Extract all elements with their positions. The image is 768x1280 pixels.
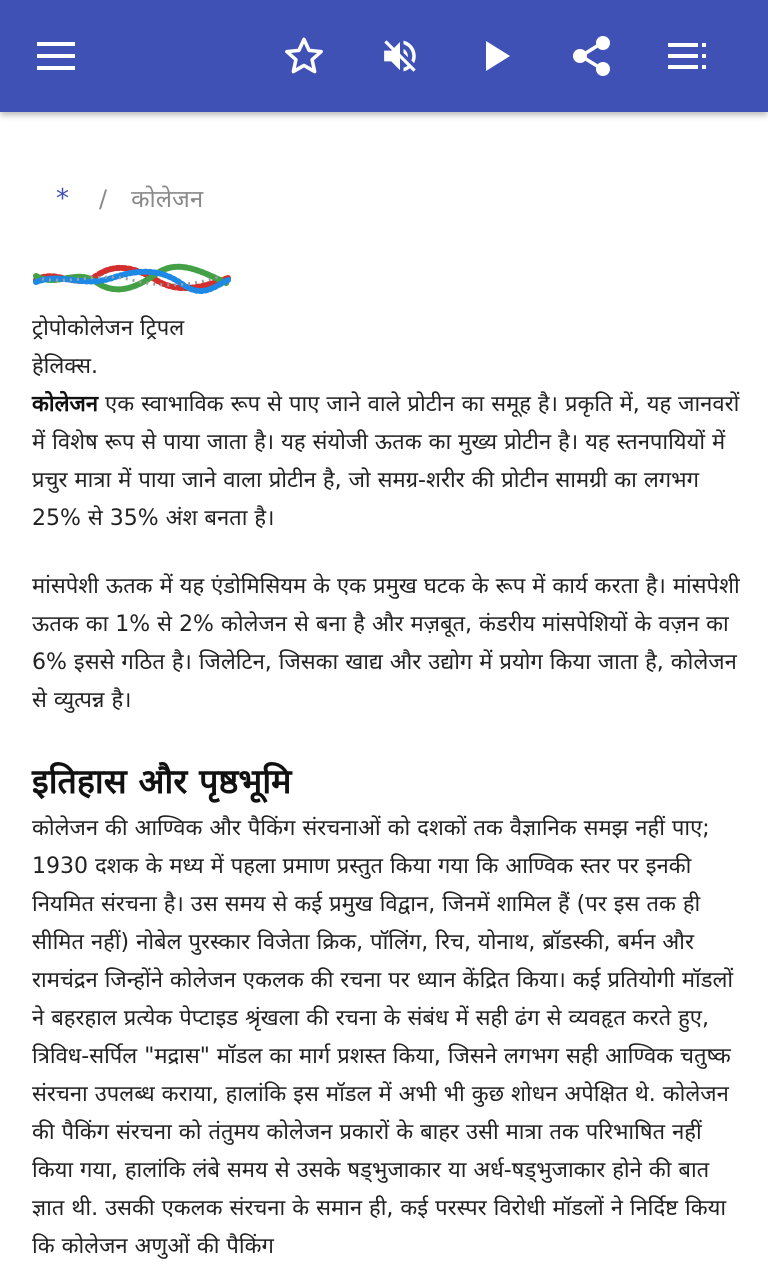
play-icon: [483, 39, 513, 73]
muscle-paragraph: मांसपेशी ऊतक में यह एंडोमिसियम के एक प्रमुख घटक के रूप में कार्य करता है। मांसपेशी ऊतक का 1% से 2% कोलेजन से बना है और मज़बूत, कंडरीय मांसपेशियों के वज़न का 6% इससे गठित है। जिलेटिन, जिसका खाद्य और उद्योग में प्रयोग किया जाता है, कोलेजन से व्युत्पन्न है।: [32, 574, 740, 713]
bookmark-button[interactable]: [276, 28, 332, 84]
collagen-triple-helix-image[interactable]: [32, 262, 232, 296]
table-of-contents-button[interactable]: [660, 28, 716, 84]
play-button[interactable]: [470, 28, 526, 84]
intro-paragraph: [32, 386, 742, 538]
image-caption: ट्रोपोकोलेजन ट्रिपल हेलिक्स.: [32, 316, 185, 379]
menu-button[interactable]: [28, 28, 84, 84]
history-paragraph: कोलेजन की आण्विक और पैकिंग संरचनाओं को दशकों तक वैज्ञानिक समझ नहीं पाए; 1930 दशक के मध्य में पहला प्रमाण प्रस्तुत किया गया कि आण्विक स्तर पर इनकी नियमित संरचना है। उस समय से कई प्रमुख विद्वान, जिनमें शामिल हैं (पर इस तक ही सीमित नहीं) नोबेल पुरस्कार विजेता क्रिक, पॉलिंग, रिच, योनाथ, ब्रॉडस्की, बर्मन और रामचंद्रन जिन्होंने कोलेजन एकलक की रचना पर ध्यान केंद्रित किया। कई प्रतियोगी मॉडलों ने बहरहाल प्रत्येक पेप्टाइड श्रृंखला की रचना के संबंध में सही ढंग से व्यवहृत करते हुए, त्रिविध-सर्पिल "मद्रास" मॉडल का मार्ग प्रशस्त किया, जिसने लगभग सही आण्विक चतुष्क संरचना उपलब्ध कराया, हालांकि इस मॉडल में अभी भी कुछ शोधन अपेक्षित थे. कोलेजन की पैकिंग संरचना को तंतुमय कोलेजन प्रकारों के बाहर उसी मात्रा तक परिभाषित नहीं किया गया, हालांकि लंबे समय से उसके षड्भुजाकार या अर्ध-षड्भुजाकार होने की बात ज्ञात थी. उसकी एकलक संरचना के समान ही, कई परस्पर विरोधी मॉडलों ने निर्दिष्ट किया कि कोलेजन अणुओं की पैकिंग: [32, 816, 734, 1259]
table-of-contents-icon: [668, 43, 708, 69]
intro-paragraph-text: एक स्वाभाविक रूप से पाए जाने वाले प्रोटीन का समूह है। प्रकृति में, यह जानवरों में विशेष रूप से पाया जाता है। यह संयोजी ऊतक का मुख्य प्रोटीन है। यह स्तनपायियों में प्रचुर मात्रा में पाया जाने वाला प्रोटीन है, जो समग्र-शरीर की प्रोटीन सामग्री का लगभग 25% से 35% अंश बनता है।: [32, 392, 740, 531]
breadcrumb: [56, 182, 203, 215]
mute-button[interactable]: [372, 28, 428, 84]
hamburger-menu-icon: [37, 42, 75, 70]
share-icon: [572, 35, 612, 77]
breadcrumb-separator: /: [99, 185, 108, 213]
share-button[interactable]: [564, 28, 620, 84]
breadcrumb-home-link[interactable]: *: [56, 184, 69, 214]
star-outline-icon: [283, 35, 325, 77]
term-bold: कोलेजन: [32, 392, 99, 417]
breadcrumb-current: कोलेजन: [131, 185, 204, 213]
app-toolbar: [0, 0, 768, 112]
volume-off-icon: [379, 35, 421, 77]
section-heading-history: इतिहास और पृष्ठभूमि: [32, 762, 292, 802]
